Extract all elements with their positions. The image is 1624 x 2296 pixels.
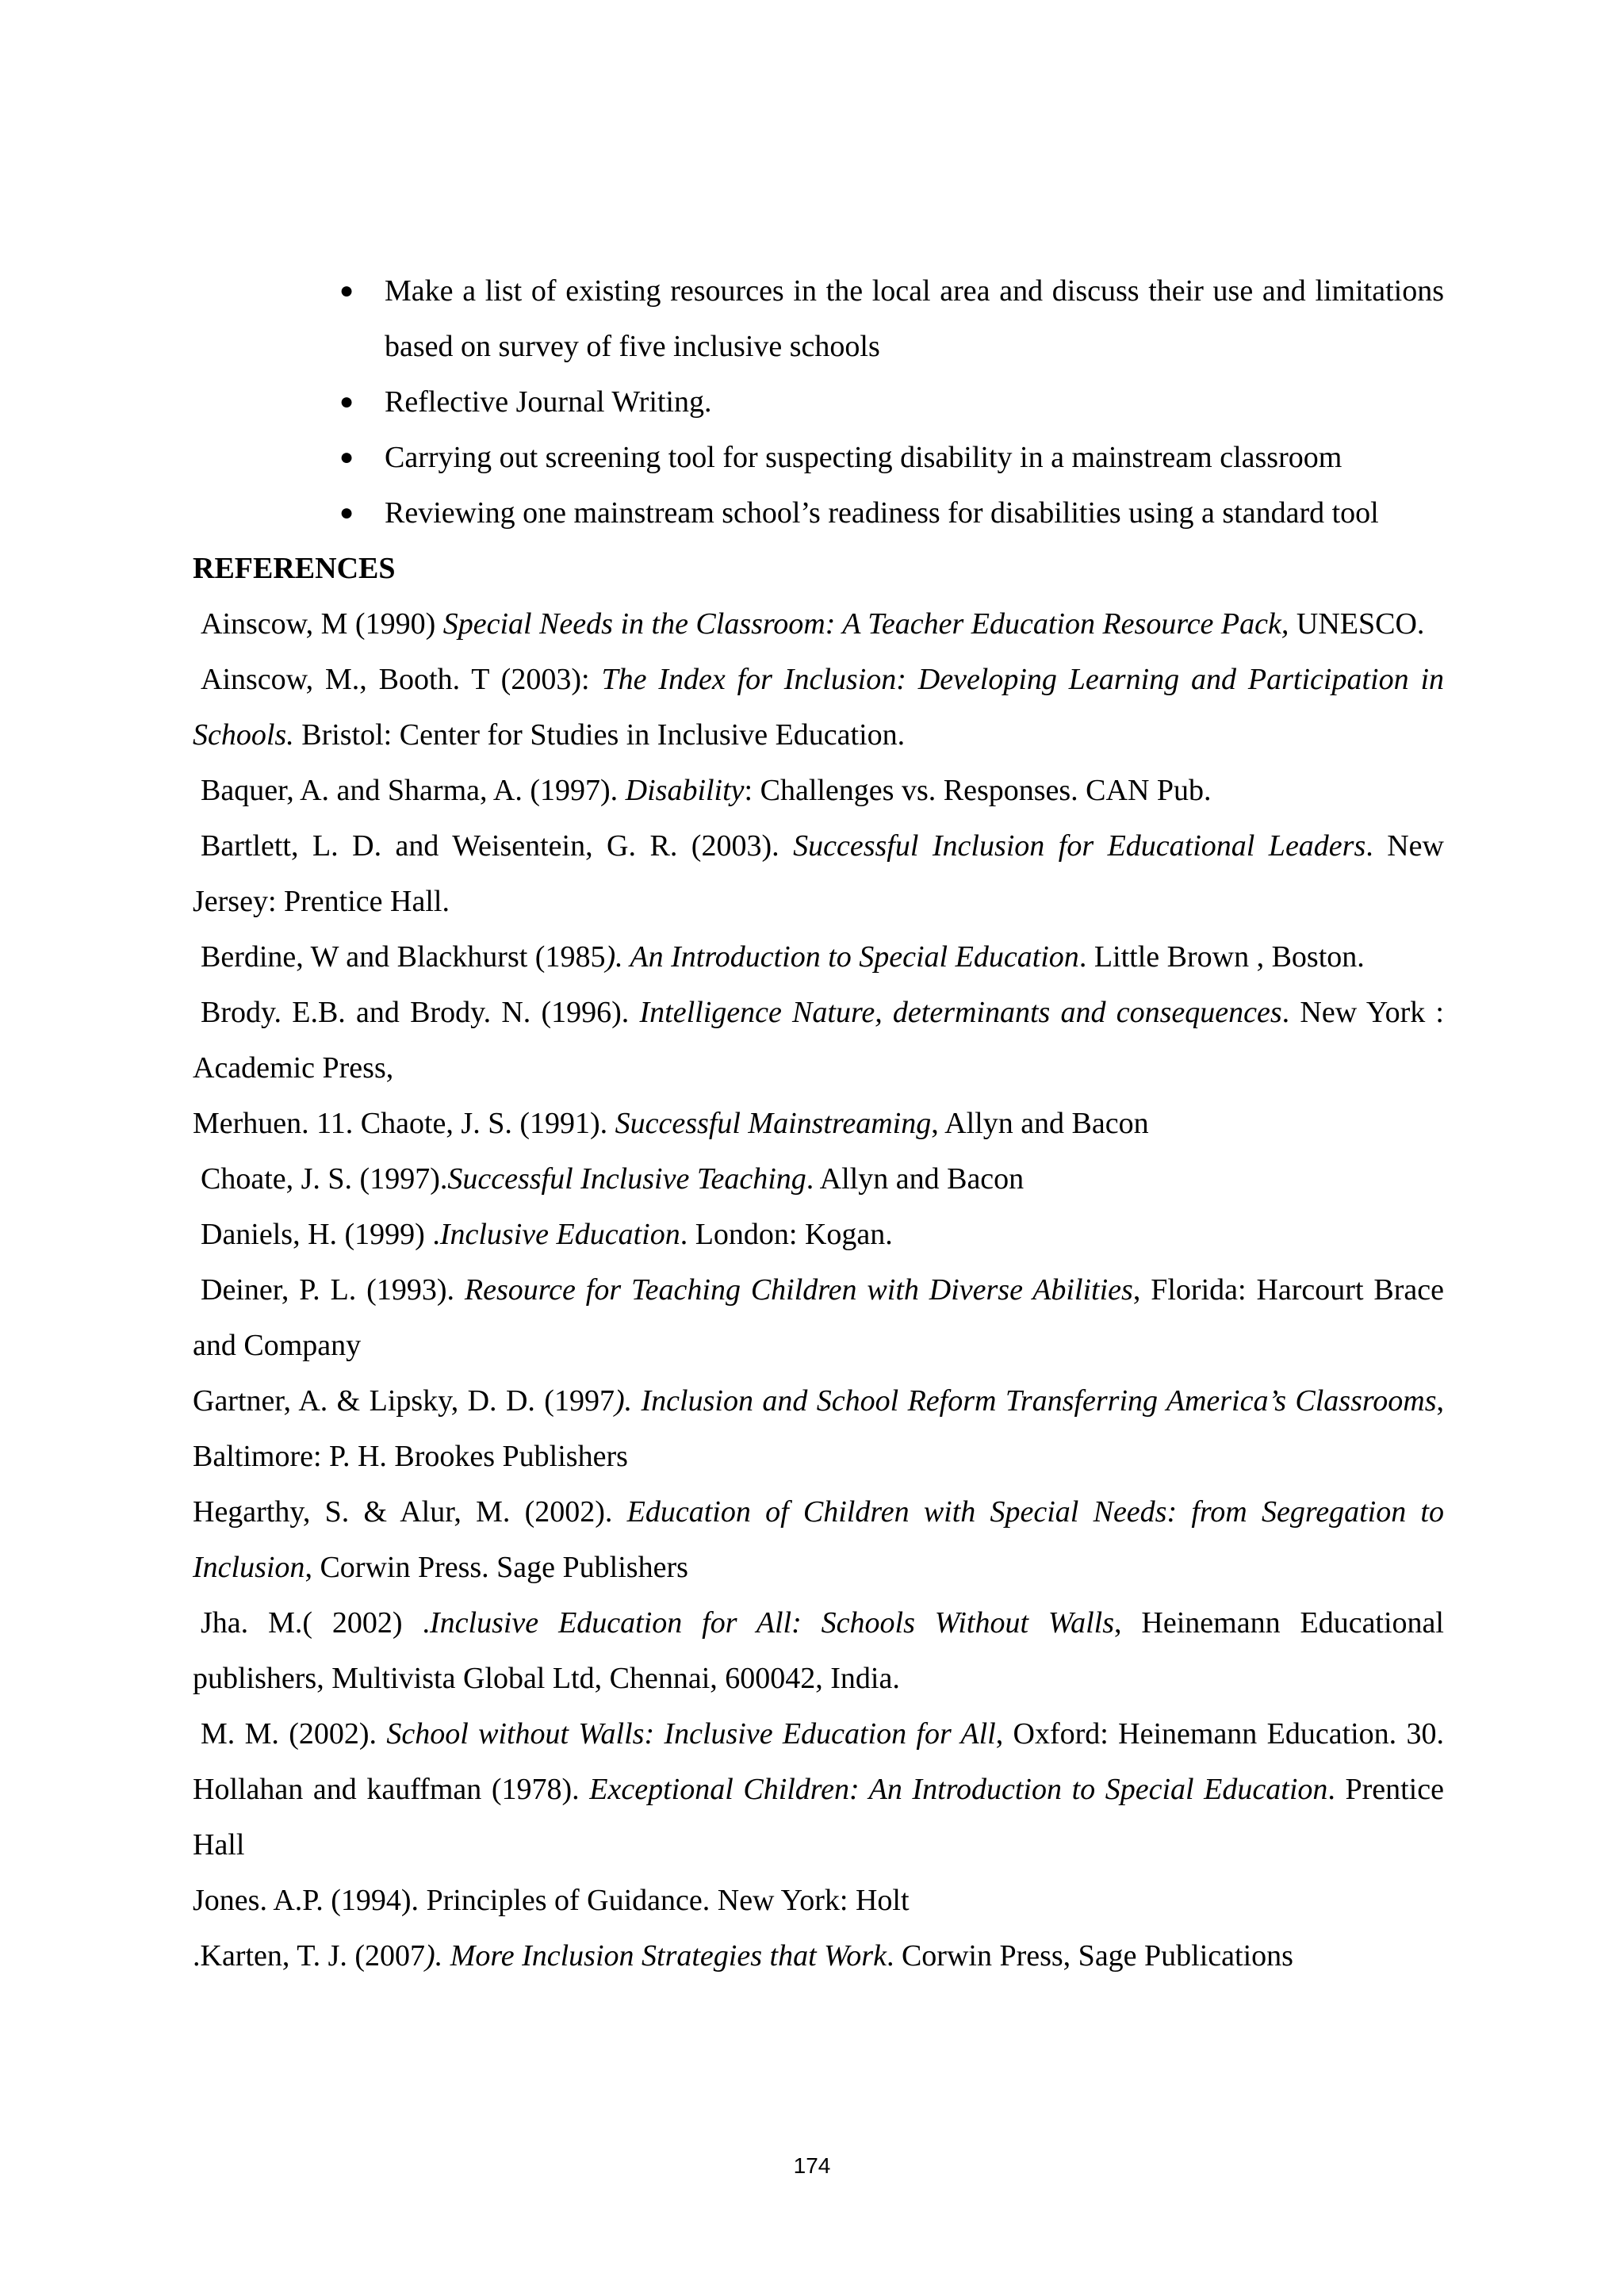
bullet-icon: ● bbox=[339, 499, 354, 526]
list-item: ● Carrying out screening tool for suspecting disability in a mainstream classroom bbox=[385, 430, 1444, 485]
reference-entry: Jones. A.P. (1994). Principles of Guidance. New York: Holt bbox=[193, 1884, 910, 1917]
reference-entry: Hegarthy, S. & Alur, M. (2002). Education of Children with Special Needs: from Segregation to Inclusion, Corwin Press. Sage Publishers bbox=[193, 1495, 1444, 1584]
reference-entry: Gartner, A. & Lipsky, D. D. (1997). Inclusion and School Reform Transferring America’s Classrooms, Baltimore: P. H. Brookes Publishers bbox=[193, 1384, 1444, 1473]
reference-entry: M. M. (2002). School without Walls: Inclusive Education for All, Oxford: Heinemann Education. 30. Hollahan and kauffman (1978). Exceptional Children: An Introduction to Special Education. Prentice Hall bbox=[193, 1717, 1444, 1862]
list-item: ● Reflective Journal Writing. bbox=[385, 374, 1444, 430]
reference-entry: Ainscow, M., Booth. T (2003): The Index for Inclusion: Developing Learning and Participation in Schools. Bristol: Center for Studies in Inclusive Education. bbox=[193, 663, 1445, 752]
reference-entry: Choate, J. S. (1997).Successful Inclusive Teaching. Allyn and Bacon bbox=[201, 1162, 1025, 1196]
bullet-icon: ● bbox=[339, 388, 354, 415]
reference-entry: Jha. M.( 2002) .Inclusive Education for All: Schools Without Walls, Heinemann Educational publishers, Multivista Global Ltd, Chennai, 600042, India. bbox=[193, 1606, 1444, 1695]
reference-entry: Brody. E.B. and Brody. N. (1996). Intelligence Nature, determinants and consequences. New York : Academic Press, bbox=[193, 996, 1444, 1085]
reference-entry: Berdine, W and Blackhurst (1985). An Introduction to Special Education. Little Brown , Boston. bbox=[201, 940, 1365, 974]
reference-entry: Ainscow, M (1990) Special Needs in the Classroom: A Teacher Education Resource Pack, UNESCO. bbox=[201, 607, 1425, 641]
reference-entry: .Karten, T. J. (2007). More Inclusion Strategies that Work. Corwin Press, Sage Publications bbox=[193, 1939, 1293, 1973]
reference-entry: Daniels, H. (1999) .Inclusive Education. London: Kogan. bbox=[201, 1218, 893, 1251]
reference-entry: Baquer, A. and Sharma, A. (1997). Disability: Challenges vs. Responses. CAN Pub. bbox=[201, 774, 1212, 807]
list-item: ● Make a list of existing resources in the local area and discuss their use and limitations based on survey of five inclusive schools bbox=[385, 263, 1444, 374]
bullet-icon: ● bbox=[339, 444, 354, 470]
activity-list bbox=[193, 263, 1444, 541]
page-number: 174 bbox=[793, 2153, 831, 2178]
reference-entry: Deiner, P. L. (1993). Resource for Teaching Children with Diverse Abilities, Florida: Harcourt Brace and Company bbox=[193, 1273, 1444, 1362]
reference-entry: Bartlett, L. D. and Weisentein, G. R. (2003). Successful Inclusion for Educational Leaders. New Jersey: Prentice Hall. bbox=[193, 829, 1444, 918]
list-item: ● Reviewing one mainstream school’s readiness for disabilities using a standard tool bbox=[385, 485, 1444, 541]
page-content bbox=[193, 263, 1444, 1984]
reference-entry: Merhuen. 11. Chaote, J. S. (1991). Successful Mainstreaming, Allyn and Bacon bbox=[193, 1107, 1149, 1140]
bullet-icon: ● bbox=[339, 277, 354, 304]
references-heading: REFERENCES bbox=[193, 552, 396, 585]
